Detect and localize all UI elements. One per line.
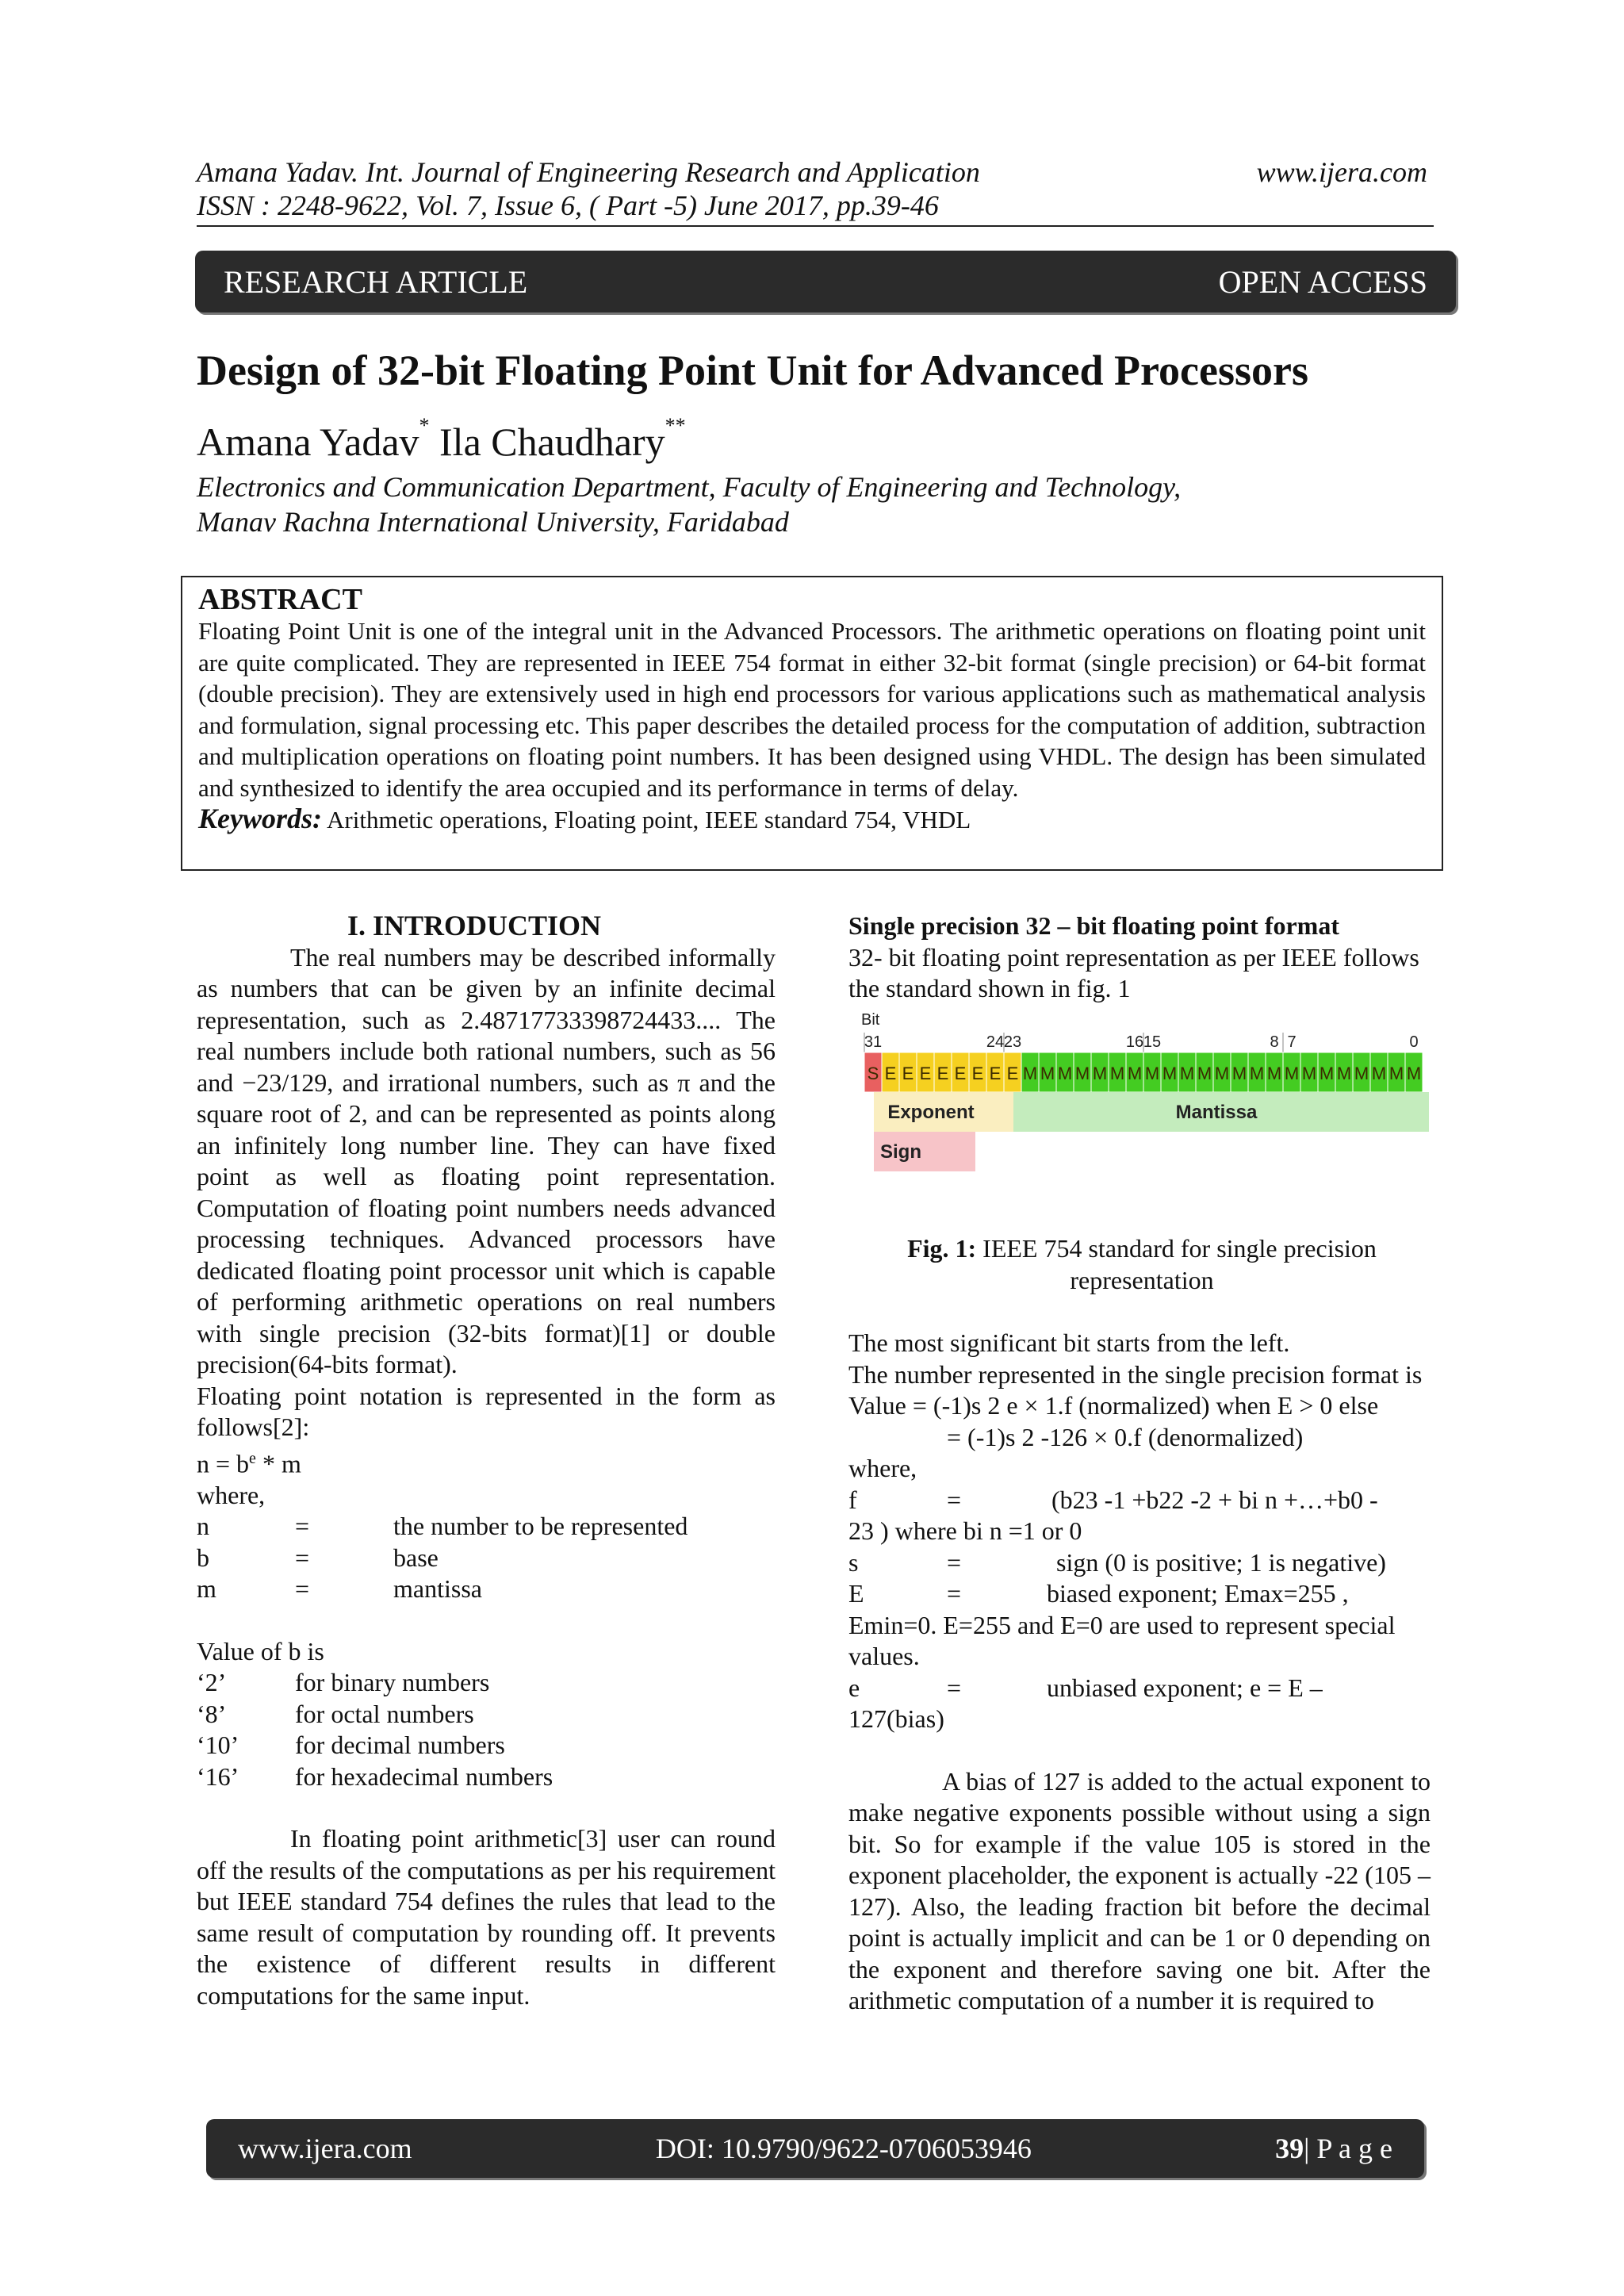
base-row — [197, 1761, 776, 1793]
journal-line-2: ISSN : 2248-9622, Vol. 7, Issue 6, ( Part -5) June 2017, pp.39-46 — [197, 190, 939, 221]
e-description: unbiased exponent; e = E – — [1047, 1673, 1323, 1702]
bit-cell-letter: E — [1006, 1064, 1019, 1083]
f-symbol: f — [848, 1485, 857, 1514]
footer-website[interactable]: www.ijera.com — [238, 2133, 412, 2164]
s-description: sign (0 is positive; 1 is negative) — [1056, 1547, 1386, 1577]
def-symbol: n — [197, 1512, 209, 1541]
format-heading: Single precision 32 – bit floating point format — [848, 911, 1339, 940]
base-row — [197, 1667, 776, 1699]
left-column — [197, 910, 776, 2011]
f-equals: = — [947, 1485, 962, 1514]
bit-cell-letter: M — [1162, 1064, 1178, 1083]
bit-cell-letter: E — [971, 1064, 984, 1083]
caption-label: Fig. 1: — [907, 1234, 977, 1263]
bit-cell-letter: M — [1074, 1064, 1090, 1083]
bit-cell-letter: M — [1266, 1064, 1282, 1083]
bit-cell-letter: M — [1284, 1064, 1300, 1083]
definition-row — [197, 1543, 776, 1574]
bit-cell-letter: E — [902, 1064, 914, 1083]
keywords-text: Arithmetic operations, Floating point, IEEE standard 754, VHDL — [322, 806, 971, 834]
bit-cell-letter: S — [867, 1064, 879, 1083]
page-label: | P a g e — [1304, 2133, 1392, 2164]
base-value: ‘8’ — [197, 1699, 227, 1728]
right-column-body — [848, 1328, 1431, 2017]
journal-line-1: Amana Yadav. Int. Journal of Engineering Research and Application — [197, 156, 980, 188]
bit-cell-letter: M — [1040, 1064, 1055, 1083]
bit-cell-letter: M — [1057, 1064, 1073, 1083]
author-2: Ila Chaudhary — [439, 420, 665, 464]
page-footer — [206, 2119, 1424, 2178]
affiliation-line-1: Electronics and Communication Department, Faculty of Engineering and Technology, — [197, 471, 1182, 503]
section-title-introduction: I. INTRODUCTION — [347, 910, 602, 941]
value-of-b-title: Value of b is — [197, 1636, 324, 1665]
bit-cell-letter: M — [1406, 1064, 1422, 1083]
bit-label: Bit — [861, 1011, 880, 1029]
bias-paragraph: A bias of 127 is added to the actual exponent to make negative exponents possible without using a sign bit. So for example if the value 105 is stored in the exponent placeholder, the exponent is actually -22 (105 – 127). Also, the leading fraction bit before the decimal point is actually implicit and can be 1 or 0 depending on the exponent and therefore saving one bit. After the arithmetic computation of a number it is required to — [848, 1766, 1431, 2014]
notation-formula — [197, 1443, 776, 1480]
base-value: ‘16’ — [197, 1761, 239, 1791]
bit-cell-letter: M — [1336, 1064, 1352, 1083]
formula-exponent: e — [249, 1449, 256, 1467]
f-description: (b23 -1 +b22 -2 + bi n +…+b0 - — [1051, 1485, 1378, 1514]
base-description: for hexadecimal numbers — [295, 1761, 553, 1791]
formula-base: n = b — [197, 1449, 250, 1478]
abstract-heading: ABSTRACT — [198, 583, 362, 616]
bit-cell-letter: E — [989, 1064, 1002, 1083]
base-row — [197, 1730, 776, 1761]
formula-rest: * m — [255, 1449, 301, 1478]
bit-cell-letter: E — [884, 1064, 897, 1083]
base-value: ‘2’ — [197, 1668, 227, 1697]
keywords — [198, 803, 1426, 836]
definition-row — [197, 1573, 776, 1605]
bit-cell-letter: E — [954, 1064, 967, 1083]
bit-cell-letter: M — [1022, 1064, 1038, 1083]
bit-cell-letter: M — [1388, 1064, 1404, 1083]
s-definition — [848, 1547, 1431, 1579]
def-symbol: m — [197, 1574, 216, 1604]
bit-cell-letter: M — [1144, 1064, 1160, 1083]
open-access-label: OPEN ACCESS — [1218, 263, 1427, 300]
bit-cell-letter: E — [936, 1064, 949, 1083]
author-1-mark: * — [419, 414, 430, 437]
authors — [197, 414, 686, 465]
author-2-mark: ** — [665, 414, 686, 437]
f-definition — [848, 1485, 1431, 1516]
base-description: for binary numbers — [295, 1668, 490, 1697]
E-equals: = — [947, 1579, 962, 1608]
definition-row — [197, 1511, 776, 1543]
bit-cell-letter: M — [1301, 1064, 1317, 1083]
def-description: base — [393, 1543, 439, 1572]
bit-cell-letter: M — [1197, 1064, 1212, 1083]
mantissa-label: Mantissa — [1175, 1102, 1258, 1123]
figure-caption — [848, 1232, 1435, 1296]
affiliation-line-2: Manav Rachna International University, Faridabad — [197, 506, 789, 538]
e-equals: = — [947, 1673, 962, 1702]
abstract-box — [181, 576, 1443, 871]
bit-cell-letter: M — [1109, 1064, 1125, 1083]
where-label: where, — [197, 1480, 266, 1509]
bit-tick-label: 31 — [864, 1033, 883, 1051]
keywords-label: Keywords: — [198, 803, 322, 834]
bit-cell-letter: M — [1354, 1064, 1369, 1083]
bit-tick-label: 0 — [1409, 1033, 1419, 1051]
s-equals: = — [947, 1547, 962, 1577]
E-definition — [848, 1578, 1431, 1610]
intro-paragraph-3: In floating point arithmetic[3] user can round off the results of the computations as per his requirement but IEEE standard 754 defines the rules that lead to the same result of computation by rounding off. It prevents the existence of different results in different computations for the same input. — [197, 1824, 776, 2010]
bit-cell-letter: M — [1231, 1064, 1247, 1083]
research-article-label: RESEARCH ARTICLE — [224, 263, 528, 300]
e-symbol: e — [848, 1673, 860, 1702]
def-equals: = — [295, 1574, 310, 1604]
value-formula-denormalized: = (-1)s 2 -126 × 0.f (denormalized) — [947, 1422, 1304, 1451]
bit-cell-letter: E — [919, 1064, 932, 1083]
bit-tick-label: 15 — [1143, 1033, 1162, 1051]
bit-tick-label: 8 — [1270, 1033, 1279, 1051]
bit-cells — [864, 1052, 1423, 1092]
representation-note: The number represented in the single precision format is — [848, 1359, 1423, 1389]
ieee754-figure — [858, 1009, 1429, 1215]
bit-cell-letter: M — [1214, 1064, 1230, 1083]
def-equals: = — [295, 1543, 310, 1572]
base-value: ‘10’ — [197, 1731, 239, 1760]
sign-label: Sign — [880, 1141, 921, 1163]
bit-cell-letter: M — [1127, 1064, 1143, 1083]
bit-cell-letter: M — [1179, 1064, 1195, 1083]
footer-page — [1275, 2132, 1392, 2165]
s-symbol: s — [848, 1547, 859, 1577]
f-continuation: 23 ) where bi n =1 or 0 — [848, 1516, 1082, 1545]
affiliation — [197, 470, 1181, 539]
value-formula-normalized: Value = (-1)s 2 e × 1.f (normalized) when E > 0 else — [848, 1391, 1379, 1420]
def-symbol: b — [197, 1543, 209, 1572]
base-description: for decimal numbers — [295, 1731, 505, 1760]
exponent-label: Exponent — [887, 1102, 975, 1123]
bit-cell-letter: M — [1092, 1064, 1108, 1083]
def-description: mantissa — [393, 1574, 482, 1604]
format-intro: 32- bit floating point representation as per IEEE follows the standard shown in fig. 1 — [848, 942, 1419, 1002]
base-description: for octal numbers — [295, 1699, 474, 1728]
right-column-top — [848, 910, 1431, 1005]
page-number: 39 — [1275, 2133, 1304, 2164]
header-rule — [197, 225, 1434, 227]
journal-website[interactable]: www.ijera.com — [1256, 156, 1427, 188]
def-equals: = — [295, 1512, 310, 1541]
def-description: the number to be represented — [393, 1512, 688, 1541]
e-definition — [848, 1673, 1431, 1704]
bit-cell-letter: M — [1249, 1064, 1265, 1083]
base-row — [197, 1699, 776, 1731]
msb-note: The most significant bit starts from the left. — [848, 1328, 1290, 1357]
author-1: Amana Yadav — [197, 420, 419, 464]
E-symbol: E — [848, 1579, 864, 1608]
bit-tick-label: 7 — [1287, 1033, 1297, 1051]
intro-paragraph-1: The real numbers may be described informally as numbers that can be given by an infinite decimal representation, such as 2.48717733398724433.... The real numbers include both rational numbers, such as 56 and −23/129, and irrational numbers, such as π and the square root of 2, and can be represented as points along an infinitely long number line. They can have fixed point as well as floating point representation. Computation of floating point numbers needs advanced processing techniques. Advanced processors have dedicated floating point processor unit which is capable of performing arithmetic operations on real numbers with single precision (32-bits format)[1] or double precision(64-bits format). — [197, 942, 776, 1378]
bit-tick-label: 24 — [986, 1033, 1005, 1051]
bit-tick-label: 23 — [1003, 1033, 1022, 1051]
caption-text: IEEE 754 standard for single precision representation — [976, 1234, 1377, 1294]
article-type-banner — [195, 251, 1456, 312]
E-description: biased exponent; Emax=255 , — [1047, 1579, 1349, 1608]
E-continuation: Emin=0. E=255 and E=0 are used to represent special values. — [848, 1610, 1396, 1670]
paper-title: Design of 32-bit Floating Point Unit for Advanced Processors — [197, 347, 1308, 394]
abstract-text: Floating Point Unit is one of the integral unit in the Advanced Processors. The arithmetic operations on floating point unit are quite complicated. They are represented in IEEE 754 format in either 32-bit format (single precision) or 64-bit format (double precision). They are extensively used in high end processors for various applications such as mathematical analysis and formulation, signal processing etc. This paper describes the detailed process for the computation of addition, subtraction and multiplication operations on floating point numbers. It has been designed using VHDL. The design has been simulated and synthesized to identify the area occupied and its performance in terms of delay. — [198, 617, 1426, 802]
footer-doi[interactable]: DOI: 10.9790/9622-0706053946 — [655, 2133, 1032, 2164]
bit-cell-letter: M — [1371, 1064, 1387, 1083]
e-continuation: 127(bias) — [848, 1704, 944, 1733]
bit-tick-label: 16 — [1125, 1033, 1144, 1051]
intro-paragraph-2: Floating point notation is represented in the form as follows[2]: — [197, 1381, 776, 1441]
bit-cell-letter: M — [1319, 1064, 1335, 1083]
where-label-right: where, — [848, 1454, 917, 1482]
